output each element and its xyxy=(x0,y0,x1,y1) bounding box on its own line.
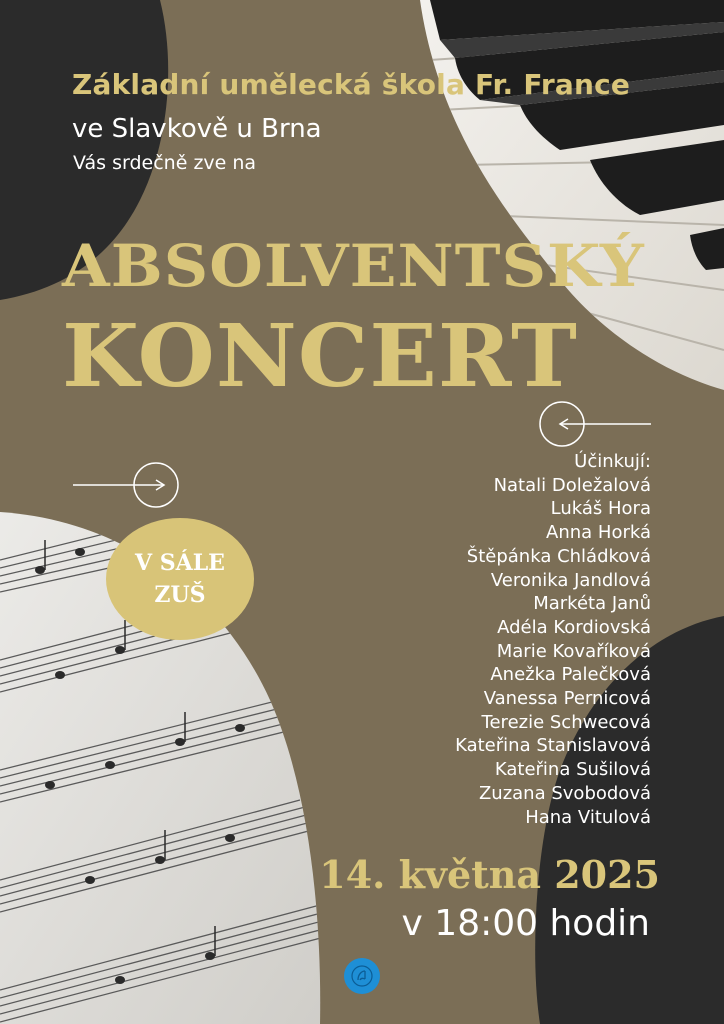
performer-name: Lukáš Hora xyxy=(550,498,651,520)
event-time: v 18:00 hodin xyxy=(401,903,650,944)
performer-name: Natali Doležalová xyxy=(493,474,651,496)
performer-name: Vanessa Pernicová xyxy=(483,688,651,710)
title-line-1: ABSOLVENTSKÝ xyxy=(62,232,645,300)
performer-name: Kateřina Stanislavová xyxy=(455,735,651,757)
performer-name: Adéla Kordiovská xyxy=(497,616,651,638)
venue-badge xyxy=(106,518,254,640)
performer-name: Štěpánka Chládková xyxy=(466,545,651,567)
performers-list xyxy=(455,450,651,829)
venue-line-2: ZUŠ xyxy=(154,582,206,608)
performer-name: Anežka Palečková xyxy=(490,664,651,686)
performer-name: Anna Horká xyxy=(546,522,651,544)
performer-name: Hana Vitulová xyxy=(525,806,651,828)
school-logo-icon xyxy=(344,958,380,994)
school-name: Základní umělecká škola Fr. France xyxy=(72,68,631,101)
event-date: 14. května 2025 xyxy=(319,852,660,897)
performer-name: Markéta Janů xyxy=(533,593,651,615)
performers-label: Účinkují: xyxy=(574,451,651,472)
performer-name: Marie Kovaříková xyxy=(496,640,651,662)
performer-name: Kateřina Sušilová xyxy=(494,759,651,781)
performer-name: Terezie Schwecová xyxy=(481,711,651,733)
school-town: ve Slavkově u Brna xyxy=(72,114,322,144)
performer-name: Zuzana Svobodová xyxy=(478,782,651,804)
performer-name: Veronika Jandlová xyxy=(490,569,651,591)
invite-line: Vás srdečně zve na xyxy=(73,152,257,174)
arrow-left-icon xyxy=(540,402,651,446)
title-line-2: KONCERT xyxy=(62,306,578,407)
arrow-right-icon xyxy=(73,463,178,507)
venue-line-1: V SÁLE xyxy=(135,550,225,576)
